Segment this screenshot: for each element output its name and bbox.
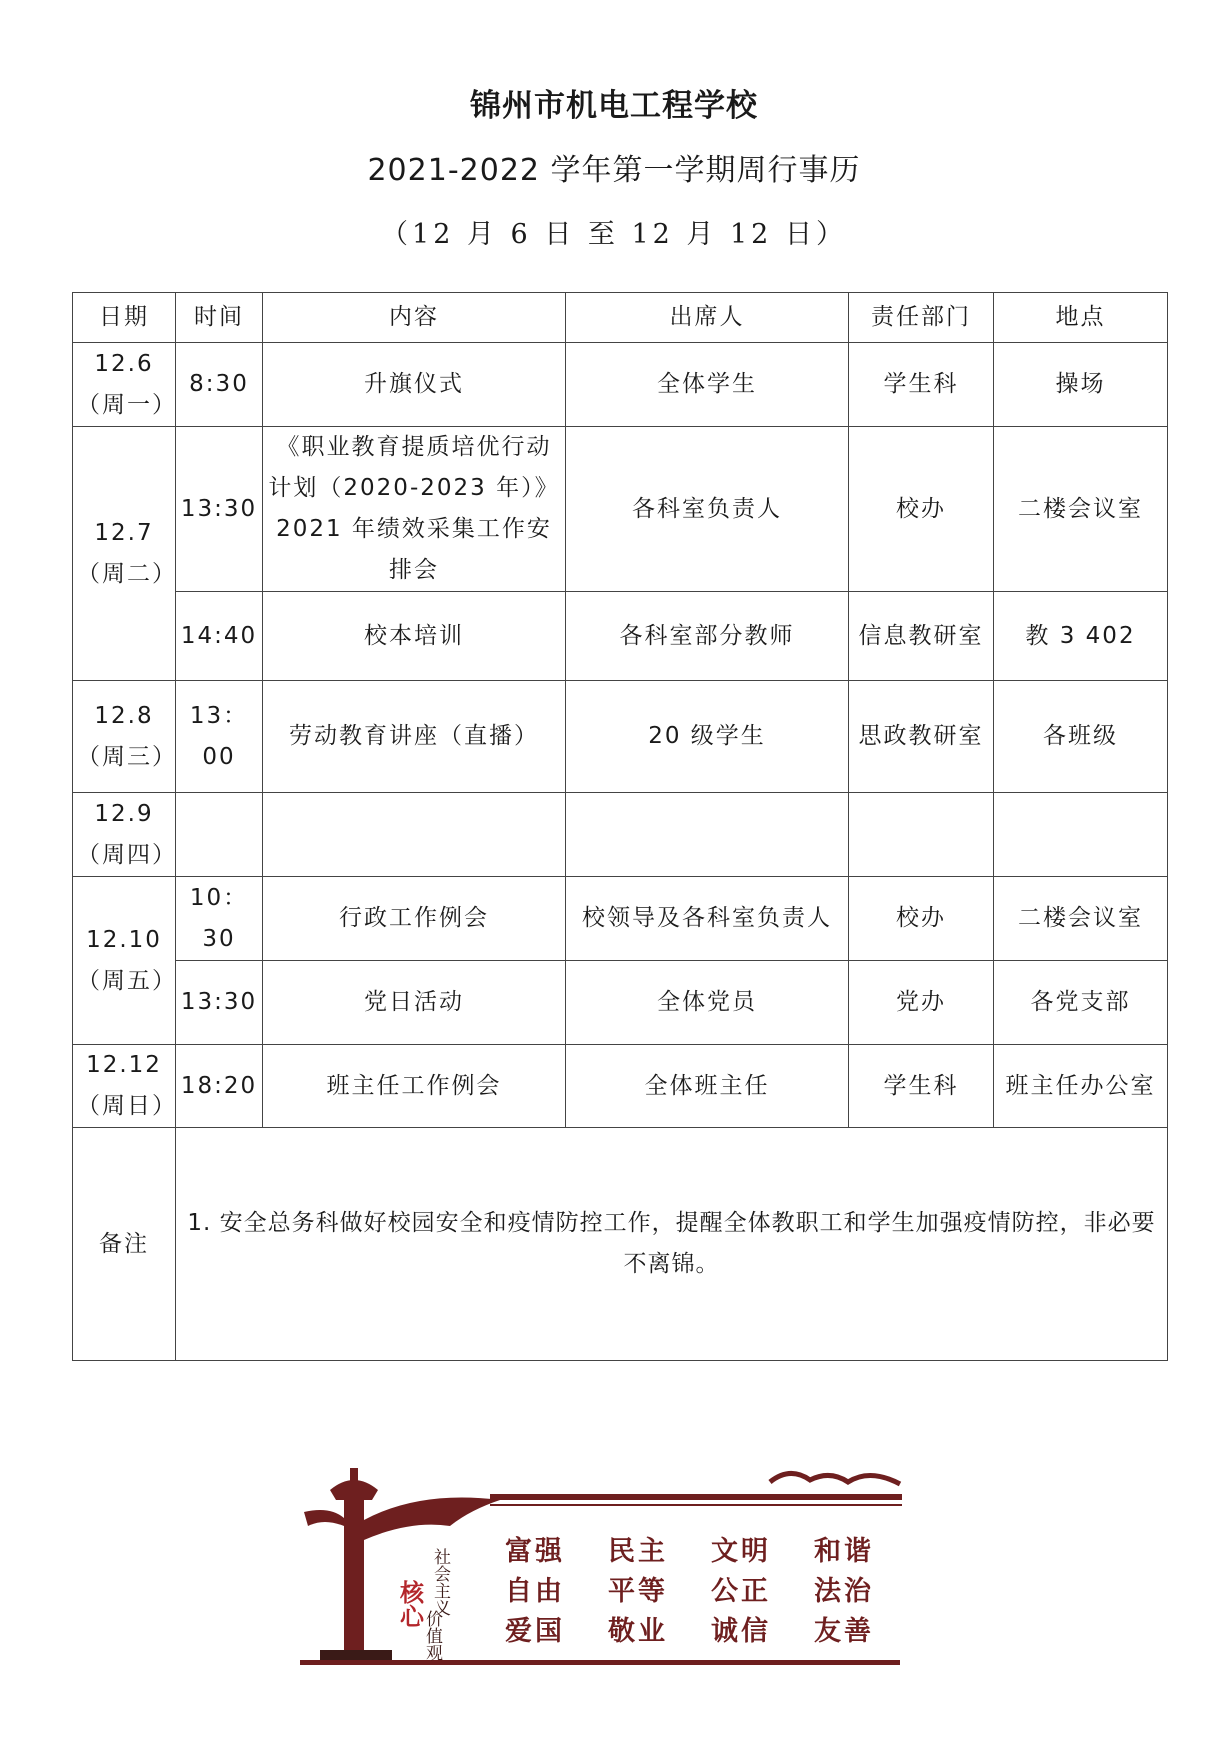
department-cell: 信息教研室	[849, 592, 994, 681]
weekday: （周二）	[77, 560, 177, 587]
content-cell	[263, 793, 566, 877]
value-text: 友善	[814, 1616, 874, 1647]
date-cell	[73, 877, 176, 1045]
table-row	[73, 1045, 1168, 1128]
location-cell: 二楼会议室	[994, 877, 1168, 961]
vertical-caption-2: 核心	[395, 1580, 425, 1628]
time-cell: 8:30	[176, 343, 263, 427]
content-cell: 校本培训	[263, 592, 566, 681]
greek-key-border	[490, 1473, 902, 1506]
weekday: （周一）	[77, 391, 177, 418]
weekly-calendar-table	[72, 292, 1168, 1361]
header-date: 日期	[73, 293, 176, 343]
content-cell: 行政工作例会	[263, 877, 566, 961]
header-content: 内容	[263, 293, 566, 343]
bottom-border	[300, 1660, 900, 1665]
ribbon-icon	[364, 1498, 500, 1541]
date-cell	[73, 681, 176, 793]
header-location: 地点	[994, 293, 1168, 343]
date-cell	[73, 793, 176, 877]
time-cell: 13:30	[176, 427, 263, 592]
content-cell: 班主任工作例会	[263, 1045, 566, 1128]
table-row	[73, 961, 1168, 1045]
date-range: （12 月 6 日 至 12 月 12 日）	[381, 219, 847, 250]
location-cell: 各党支部	[994, 961, 1168, 1045]
department-cell: 思政教研室	[849, 681, 994, 793]
pillar-icon	[304, 1468, 392, 1660]
content-cell: 党日活动	[263, 961, 566, 1045]
table-row	[73, 592, 1168, 681]
location-cell: 教 3 402	[994, 592, 1168, 681]
location-cell: 班主任办公室	[994, 1045, 1168, 1128]
date-value: 12.6	[94, 350, 154, 377]
attendees-cell: 各科室负责人	[566, 427, 849, 592]
value-text: 敬业	[608, 1616, 668, 1647]
value-text: 法治	[814, 1576, 874, 1607]
time-cell: 10：30	[176, 877, 263, 961]
date-value: 12.9	[94, 800, 154, 827]
table-row	[73, 877, 1168, 961]
table-header-row	[73, 293, 1168, 343]
weekday: （周日）	[77, 1093, 177, 1119]
location-cell	[994, 793, 1168, 877]
date-value: 12.8	[94, 702, 154, 729]
department-cell	[849, 793, 994, 877]
content-cell: 劳动教育讲座（直播）	[263, 681, 566, 793]
date-cell	[73, 1045, 176, 1128]
date-cell	[73, 343, 176, 427]
department-cell: 学生科	[849, 343, 994, 427]
date-value: 12.10	[86, 926, 162, 953]
value-text: 富强	[505, 1536, 565, 1567]
attendees-cell: 全体班主任	[566, 1045, 849, 1128]
date-cell	[73, 427, 176, 681]
notes-label: 备注	[73, 1128, 176, 1361]
attendees-cell: 全体党员	[566, 961, 849, 1045]
calendar-title: 2021-2022 学年第一学期周行事历	[367, 153, 861, 188]
time-cell: 18:20	[176, 1045, 263, 1128]
department-cell: 学生科	[849, 1045, 994, 1128]
table-row	[73, 343, 1168, 427]
attendees-cell: 各科室部分教师	[566, 592, 849, 681]
header-department: 责任部门	[849, 293, 994, 343]
value-text: 平等	[608, 1576, 668, 1607]
weekday: （周五）	[77, 967, 177, 994]
content-cell: 升旗仪式	[263, 343, 566, 427]
time-cell: 13:30	[176, 961, 263, 1045]
attendees-cell: 校领导及各科室负责人	[566, 877, 849, 961]
weekday: （周三）	[77, 743, 177, 770]
time-cell	[176, 793, 263, 877]
value-text: 公正	[711, 1576, 771, 1607]
notes-text: 1. 安全总务科做好校园安全和疫情防控工作，提醒全体教职工和学生加强疫情防控，非必要不离锦。	[176, 1128, 1168, 1361]
table-row	[73, 681, 1168, 793]
value-text: 民主	[608, 1536, 668, 1567]
attendees-cell: 20 级学生	[566, 681, 849, 793]
table-row	[73, 793, 1168, 877]
date-value: 12.12	[86, 1052, 162, 1078]
location-cell: 二楼会议室	[994, 427, 1168, 592]
header-attendees: 出席人	[566, 293, 849, 343]
value-text: 爱国	[505, 1616, 565, 1647]
notes-row	[73, 1128, 1168, 1361]
value-text: 诚信	[711, 1616, 771, 1647]
vertical-caption-1: 社会主义	[430, 1548, 450, 1616]
attendees-cell: 全体学生	[566, 343, 849, 427]
department-cell: 校办	[849, 877, 994, 961]
core-values-emblem	[300, 1460, 910, 1670]
value-text: 文明	[711, 1536, 771, 1567]
attendees-cell	[566, 793, 849, 877]
table-row	[73, 427, 1168, 592]
date-value: 12.7	[94, 519, 154, 546]
location-cell: 操场	[994, 343, 1168, 427]
value-text: 和谐	[814, 1536, 874, 1567]
content-cell: 《职业教育提质培优行动计划（2020-2023 年）》2021 年绩效采集工作安排会	[263, 427, 566, 592]
header-time: 时间	[176, 293, 263, 343]
weekday: （周四）	[77, 841, 177, 868]
time-cell: 14:40	[176, 592, 263, 681]
location-cell: 各班级	[994, 681, 1168, 793]
time-cell: 13：00	[176, 681, 263, 793]
department-cell: 校办	[849, 427, 994, 592]
school-name: 锦州市机电工程学校	[470, 88, 758, 124]
value-text: 自由	[505, 1576, 565, 1607]
department-cell: 党办	[849, 961, 994, 1045]
vertical-caption-3: 价值观	[422, 1610, 442, 1661]
